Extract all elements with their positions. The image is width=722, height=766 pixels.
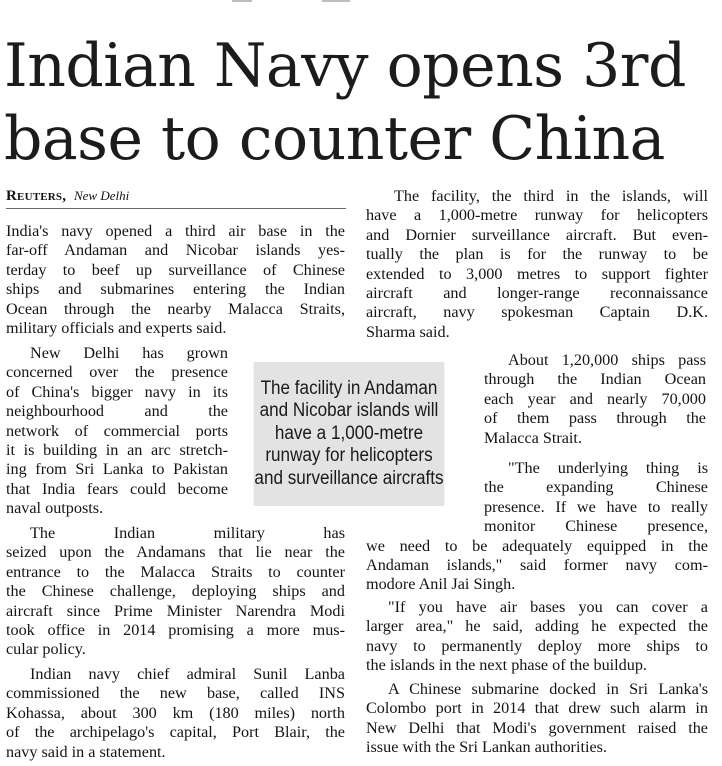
paragraph [484,351,706,448]
text-line: The facility in Andaman [260,377,438,399]
byline [6,186,346,209]
text-line: New Delhi has grown [30,344,228,362]
text-line: "The underlying thing is [508,459,708,477]
text-line: aircraft since Prime Minister Narendra Modi [6,601,345,620]
text-line: Kohassa, about 300 km (180 miles) north [6,703,345,722]
text-line: and Nicobar islands will [259,400,439,422]
text-line: modore Anil Jai Singh. [366,575,516,594]
text-line: the Chinese challenge, deploying ships and [6,582,345,601]
paragraph [366,680,708,758]
text-line: far-off Andaman and Nicobar islands yes- [6,241,345,260]
text-line: larger area," he said, adding he expected the [366,617,708,636]
text-line: cular policy. [6,640,86,659]
text-line: Andaman islands," said former navy com- [366,556,708,575]
headline [4,30,718,176]
text-line: took office in 2014 promising a more mus- [6,621,345,640]
text-line: About 1,20,000 ships pass [508,351,706,369]
text-line: Colombo port in 2014 that drew such alarm in [366,699,708,718]
text-line: Malacca Strait. [484,428,582,447]
text-line: neighbourhood and the [6,402,228,421]
text-line: have a 1,000-metre runway for helicopters [366,206,708,225]
text-line: it is building in an arc stretch- [6,441,228,460]
paragraph [6,344,228,519]
text-line: seized upon the Andamans that lie near the [6,543,345,562]
byline-agency: Reuters, [6,188,67,204]
text-line: runway for helicopters [265,445,433,467]
text-line: the expanding Chinese [484,478,708,497]
text-line: The facility, the third in the islands, will [394,187,708,205]
text-line: of them pass through the [484,409,706,428]
text-line: entrance to the Malacca Straits to counter [6,562,345,581]
text-line: have a 1,000-metre [274,422,424,444]
headline-line: Indian Navy opens 3rd [4,31,686,101]
top-rule [0,0,722,10]
text-line: of China's bigger navy in its [6,382,228,401]
paragraph [6,524,345,660]
text-line: navy said in a statement. [6,742,166,761]
text-line: presence. If we have to really [484,497,708,516]
text-line: we need to be adequately equipped in the [366,536,708,555]
text-line: Indian navy chief admiral Sunil Lanba [30,665,345,683]
text-line: A Chinese submarine docked in Sri Lanka's [388,680,708,698]
paragraph [366,459,708,595]
headline-line: base to counter China [4,104,665,174]
text-line: aircraft, navy spokesman Captain D.K. [366,303,708,322]
text-line: that India fears could become [6,479,228,498]
text-line: each year and nearly 70,000 [484,389,706,408]
paragraph [6,665,345,762]
text-line: extended to 3,000 metres to support fighter [366,264,708,283]
paragraph [366,187,708,342]
text-line: The Indian military has [30,524,345,542]
text-line: navy to permanently deploy more ships to [366,636,708,655]
text-line: "If you have air bases you can cover a [388,598,708,616]
text-line: naval outposts. [6,499,104,518]
paragraph [6,222,345,338]
text-line: aircraft and longer-range reconnaissance [366,284,708,303]
byline-dateline: New Delhi [73,188,130,203]
text-line: India's navy opened a third air base in the [6,222,345,240]
text-line: ships and submarines entering the Indian [6,280,345,299]
text-line: and Dornier surveillance aircraft. But even- [366,225,708,244]
text-line: terday to beef up surveillance of Chinese [6,260,345,279]
text-line: commissioned the new base, called INS [6,684,345,703]
text-line: through the Indian Ocean [484,370,706,389]
text-line: network of commercial ports [6,421,228,440]
text-line: ing from Sri Lanka to Pakistan [6,460,228,479]
text-line: monitor Chinese presence, [484,517,708,536]
text-line: Ocean through the nearby Malacca Straits, [6,299,345,318]
text-line: issue with the Sri Lankan authorities. [366,738,607,757]
text-line: of the archipelago's capital, Port Blair, the [6,723,345,742]
text-line: concerned over the presence [6,363,228,382]
paragraph [366,598,708,676]
text-line: New Delhi that Modi's government raised the [366,718,708,737]
text-line: and surveillance aircrafts [254,467,444,489]
text-line: Sharma said. [366,322,450,341]
text-line: tually the plan is for the runway to be [366,245,708,264]
text-line: the islands in the next phase of the buildup. [366,656,647,675]
text-line: military officials and experts said. [6,319,227,338]
